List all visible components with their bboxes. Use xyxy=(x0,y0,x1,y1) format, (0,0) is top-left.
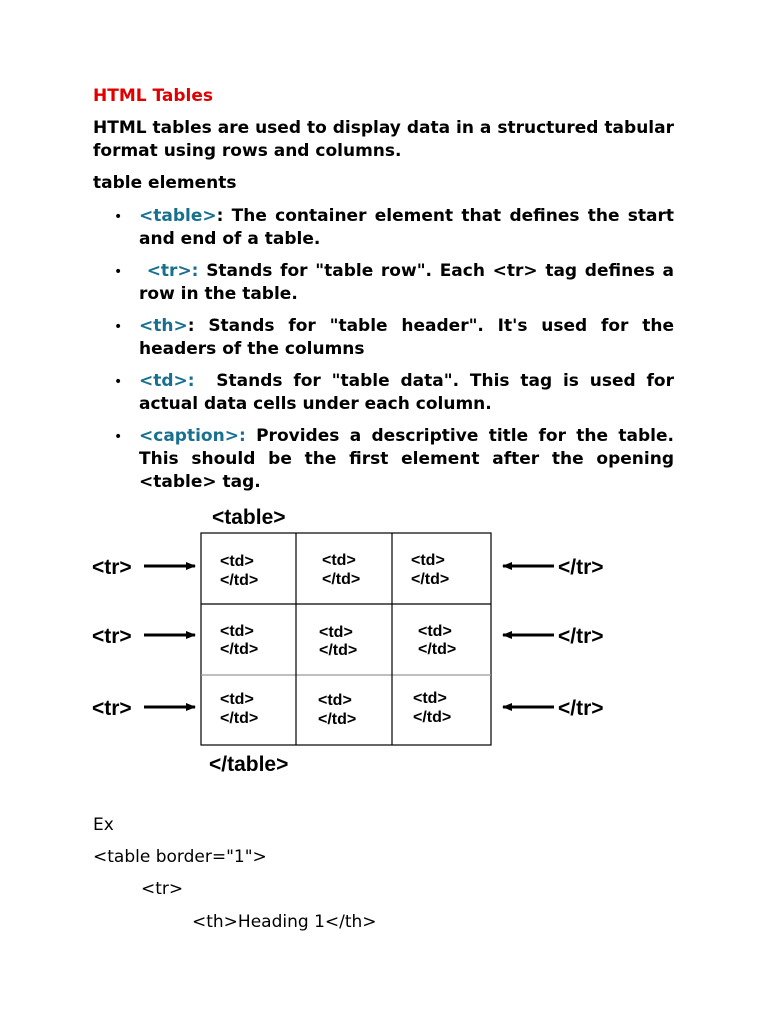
td-close: </td> xyxy=(418,641,457,658)
td-open: <td> xyxy=(411,552,445,569)
bullet-text: Provides a descriptive title for the table. This should be the first element after the opening <table> tag. xyxy=(139,426,674,492)
bullet-item xyxy=(139,425,674,494)
tr-open-label: <tr> xyxy=(92,697,132,720)
tr-open-label: <tr> xyxy=(92,625,132,648)
code-line-tr: <tr> xyxy=(141,879,184,899)
bullet-text: Stands for "table data". This tag is used for actual data cells under each column. xyxy=(139,371,680,414)
code-line-table: <table border="1"> xyxy=(93,847,267,867)
tr-close-label: </tr> xyxy=(558,556,604,579)
td-open: <td> xyxy=(220,623,254,640)
table-elements-heading: table elements xyxy=(93,173,237,193)
td-open: <td> xyxy=(220,553,254,570)
bullet-tag: <caption>: xyxy=(139,426,246,446)
td-open: <td> xyxy=(319,624,353,641)
td-open: <td> xyxy=(418,623,452,640)
td-close: </td> xyxy=(318,711,357,728)
td-close: </td> xyxy=(319,642,358,659)
td-close: </td> xyxy=(322,571,361,588)
code-line-th: <th>Heading 1</th> xyxy=(192,912,377,932)
bullet-item xyxy=(139,370,680,416)
tr-open-label: <tr> xyxy=(92,556,132,579)
bullet-dot: • xyxy=(114,374,123,390)
bullet-text: : Stands for "table header". It's used for the headers of the columns xyxy=(139,316,674,359)
bullet-dot: • xyxy=(114,429,123,445)
bullet-item xyxy=(139,315,674,361)
bullet-dot: • xyxy=(114,319,123,335)
td-close: </td> xyxy=(220,572,259,589)
bullet-dot: • xyxy=(114,264,123,280)
td-close: </td> xyxy=(220,710,259,727)
example-label: Ex xyxy=(93,815,114,835)
td-open: <td> xyxy=(322,552,356,569)
page-title: HTML Tables xyxy=(93,86,214,106)
bullet-item xyxy=(139,205,674,251)
table-structure-diagram xyxy=(0,500,768,800)
bullet-text: : The container element that defines the start and end of a table. xyxy=(139,206,674,249)
table-close-label: </table> xyxy=(209,753,289,776)
tr-close-label: </tr> xyxy=(558,625,604,648)
td-close: </td> xyxy=(220,641,259,658)
bullet-text: Stands for "table row". Each <tr> tag defines a row in the table. xyxy=(139,261,675,304)
bullet-tag: <td>: xyxy=(139,371,195,391)
tr-close-label: </tr> xyxy=(558,697,604,720)
bullet-dot: • xyxy=(114,209,123,225)
td-open: <td> xyxy=(220,691,254,708)
bullet-tag: <th> xyxy=(139,316,188,336)
td-open: <td> xyxy=(318,692,352,709)
bullet-tag: <table> xyxy=(139,206,217,226)
bullet-tag: <tr>: xyxy=(139,261,199,281)
td-open: <td> xyxy=(413,690,447,707)
td-close: </td> xyxy=(411,571,450,588)
td-close: </td> xyxy=(413,709,452,726)
intro-paragraph: HTML tables are used to display data in a structured tabular format using rows and columns. xyxy=(93,118,674,161)
bullet-item xyxy=(139,260,674,306)
table-open-label: <table> xyxy=(212,506,286,529)
